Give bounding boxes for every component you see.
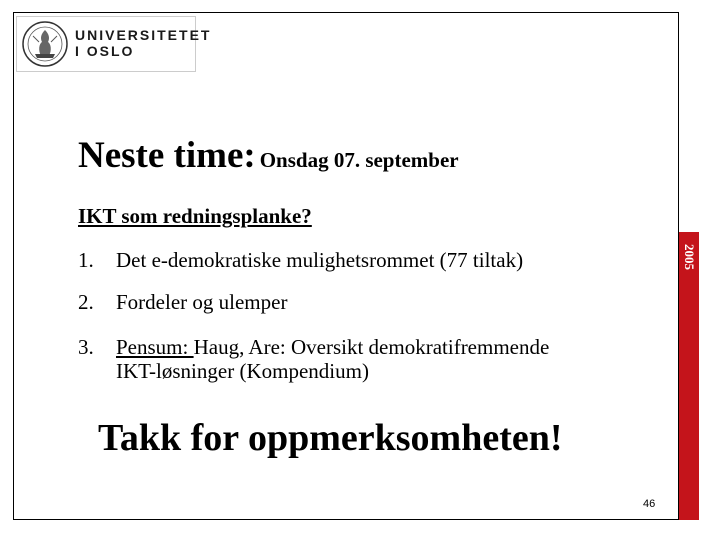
item-text: Det e-demokratiske mulighetsrommet (77 tiltak)	[116, 248, 524, 272]
university-logo	[16, 16, 212, 72]
item-text: Fordeler og ulemper	[116, 290, 288, 314]
pensum-label: Pensum:	[116, 335, 194, 359]
university-seal-icon	[21, 20, 69, 68]
pensum-text: Haug, Are: Oversikt demokratifremmende	[193, 335, 550, 359]
thanks-message: Takk for oppmerksomheten!	[98, 417, 563, 459]
item-number: 3.	[78, 335, 94, 359]
year-sidebar	[679, 232, 699, 520]
pensum-text-line-2: IKT-løsninger (Kompendium)	[116, 359, 369, 383]
title-date: Onsdag 07. september	[259, 148, 459, 172]
logo-line-1: UNIVERSITETET	[75, 27, 212, 43]
title-main: Neste time:	[78, 135, 256, 176]
page-title	[78, 134, 459, 177]
page-number: 46	[643, 498, 656, 510]
logo-line-2: I OSLO	[75, 43, 135, 59]
item-number: 1.	[78, 248, 94, 272]
item-number: 2.	[78, 290, 94, 314]
year-label: 2005	[682, 244, 697, 270]
item-text	[116, 335, 549, 383]
subheading: IKT som redningsplanke?	[78, 204, 312, 228]
